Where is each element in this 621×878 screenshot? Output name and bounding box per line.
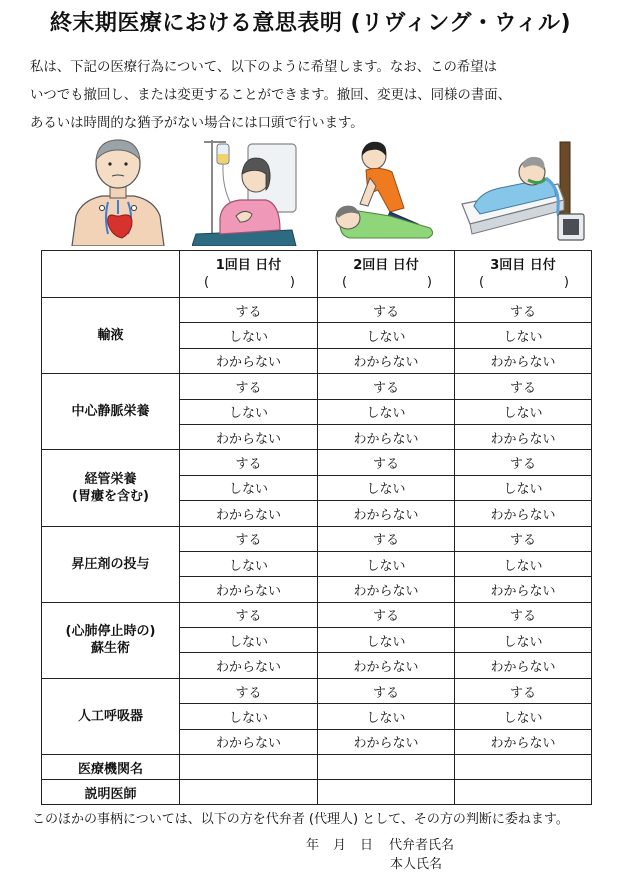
option-cell[interactable]: する [180, 374, 318, 399]
footer-input-cell[interactable] [318, 755, 455, 780]
category-label [42, 678, 180, 754]
category-label-line: (心肺停止時の) [65, 624, 156, 640]
option-row [42, 298, 592, 323]
option-cell[interactable]: する [455, 450, 592, 475]
option-cell[interactable]: する [180, 526, 318, 551]
date-header-label: 3回目 日付 [490, 258, 556, 273]
category-label-line: 人工呼吸器 [77, 708, 143, 724]
paren-open: ( [479, 275, 485, 290]
option-row [42, 602, 592, 627]
option-cell[interactable]: わからない [180, 424, 318, 449]
option-cell[interactable]: する [455, 374, 592, 399]
day-label: 日 [360, 838, 374, 853]
self-name-label: 本人氏名 [390, 857, 443, 872]
option-cell[interactable]: する [318, 298, 455, 323]
option-cell[interactable]: する [180, 678, 318, 703]
option-cell[interactable]: しない [455, 628, 592, 653]
option-cell[interactable]: する [455, 526, 592, 551]
option-cell[interactable]: わからない [318, 348, 455, 373]
footer-input-cell[interactable] [455, 780, 592, 805]
date-field[interactable] [318, 274, 454, 291]
intro-line: いつでも撤回し、または変更することができます。撤回、変更は、同様の書面、 [30, 88, 511, 103]
category-label [42, 374, 180, 450]
option-row [42, 526, 592, 551]
paren-close: ) [289, 275, 295, 290]
option-row [42, 450, 592, 475]
heart-monitor-patient-icon [68, 138, 168, 246]
option-cell[interactable]: する [180, 450, 318, 475]
option-cell[interactable]: わからない [318, 577, 455, 602]
option-cell[interactable]: する [180, 298, 318, 323]
option-cell[interactable]: しない [180, 704, 318, 729]
self-signature-line[interactable] [390, 853, 442, 872]
category-label-line: 経管栄養 [84, 471, 137, 487]
option-cell[interactable]: わからない [180, 501, 318, 526]
category-label [42, 298, 180, 374]
delegate-signature-line[interactable] [306, 834, 454, 853]
living-will-table [41, 250, 592, 805]
option-cell[interactable]: しない [318, 704, 455, 729]
option-cell[interactable]: しない [455, 475, 592, 500]
option-cell[interactable]: する [455, 602, 592, 627]
paren-open: ( [342, 275, 348, 290]
option-cell[interactable]: する [455, 678, 592, 703]
option-cell[interactable]: わからない [318, 729, 455, 754]
category-label [42, 526, 180, 602]
footer-label: 医療機関名 [42, 755, 180, 780]
footer-input-cell[interactable] [180, 780, 318, 805]
option-cell[interactable]: しない [180, 551, 318, 576]
footer-row [42, 780, 592, 805]
option-cell[interactable]: わからない [180, 729, 318, 754]
option-row [42, 374, 592, 399]
option-cell[interactable]: する [318, 678, 455, 703]
paren-open: ( [204, 275, 210, 290]
option-cell[interactable]: しない [455, 323, 592, 348]
category-label-line: 昇圧剤の投与 [71, 556, 150, 572]
option-cell[interactable]: しない [180, 323, 318, 348]
option-cell[interactable]: わからない [455, 577, 592, 602]
category-label-line: 中心静脈栄養 [71, 404, 150, 420]
option-cell[interactable]: しない [318, 628, 455, 653]
footer-row [42, 755, 592, 780]
paren-close: ) [426, 275, 432, 290]
page-title: 終末期医療における意思表明 (リヴィング・ウィル) [49, 11, 572, 36]
category-label [42, 602, 180, 678]
intro-paragraph [30, 54, 600, 138]
option-cell[interactable]: わからない [318, 653, 455, 678]
option-cell[interactable]: しない [318, 399, 455, 424]
date-field[interactable] [180, 274, 317, 291]
option-cell[interactable]: する [318, 602, 455, 627]
category-label-line: 輸液 [97, 328, 124, 344]
corner-cell [42, 251, 180, 298]
option-cell[interactable]: わからない [180, 348, 318, 373]
option-cell[interactable]: しない [455, 551, 592, 576]
option-cell[interactable]: する [318, 526, 455, 551]
option-cell[interactable]: わからない [455, 729, 592, 754]
option-row [42, 678, 592, 703]
ventilator-patient-icon [460, 138, 590, 246]
option-cell[interactable]: する [455, 298, 592, 323]
option-cell[interactable]: しない [318, 323, 455, 348]
date-header-3[interactable] [455, 251, 592, 298]
option-cell[interactable]: わからない [318, 501, 455, 526]
option-cell[interactable]: しない [455, 399, 592, 424]
option-cell[interactable]: しない [455, 704, 592, 729]
iv-drip-patient-icon [192, 138, 300, 246]
date-header-label: 1回目 日付 [215, 258, 282, 273]
intro-line: あるいは時間的な猶予がない場合には口頭で行います。 [30, 116, 364, 131]
option-cell[interactable]: わからない [180, 577, 318, 602]
date-header-2[interactable] [318, 251, 455, 298]
date-header-label: 2回目 日付 [353, 258, 419, 273]
cpr-resuscitation-icon [330, 138, 440, 246]
footer-input-cell[interactable] [180, 755, 318, 780]
year-label: 年 [306, 838, 320, 853]
delegate-statement: このほかの事柄については、以下の方を代弁者 (代理人) として、その方の判断に委ねます。 [32, 812, 569, 827]
option-cell[interactable]: わからない [455, 501, 592, 526]
delegate-name-label: 代弁者氏名 [389, 838, 455, 853]
date-field[interactable] [455, 274, 591, 291]
option-cell[interactable]: する [318, 374, 455, 399]
header-row [42, 251, 592, 298]
month-label: 月 [333, 838, 347, 853]
footer-input-cell[interactable] [318, 780, 455, 805]
option-cell[interactable]: する [318, 450, 455, 475]
category-label-line: (胃瘻を含む) [72, 488, 149, 504]
footer-label: 説明医師 [42, 780, 180, 805]
option-cell[interactable]: する [180, 602, 318, 627]
paren-close: ) [563, 275, 569, 290]
option-cell[interactable]: しない [318, 551, 455, 576]
option-cell[interactable]: しない [180, 475, 318, 500]
intro-line: 私は、下記の医療行為について、以下のように希望します。なお、この希望は [30, 60, 498, 75]
option-cell[interactable]: しない [180, 628, 318, 653]
option-cell[interactable]: わからない [455, 424, 592, 449]
footer-input-cell[interactable] [455, 755, 592, 780]
category-label-line: 蘇生術 [90, 641, 130, 657]
option-cell[interactable]: わからない [455, 653, 592, 678]
date-header-1[interactable] [180, 251, 318, 298]
option-cell[interactable]: しない [180, 399, 318, 424]
option-cell[interactable]: わからない [180, 653, 318, 678]
option-cell[interactable]: わからない [455, 348, 592, 373]
category-label [42, 450, 180, 526]
option-cell[interactable]: しない [318, 475, 455, 500]
option-cell[interactable]: わからない [318, 424, 455, 449]
